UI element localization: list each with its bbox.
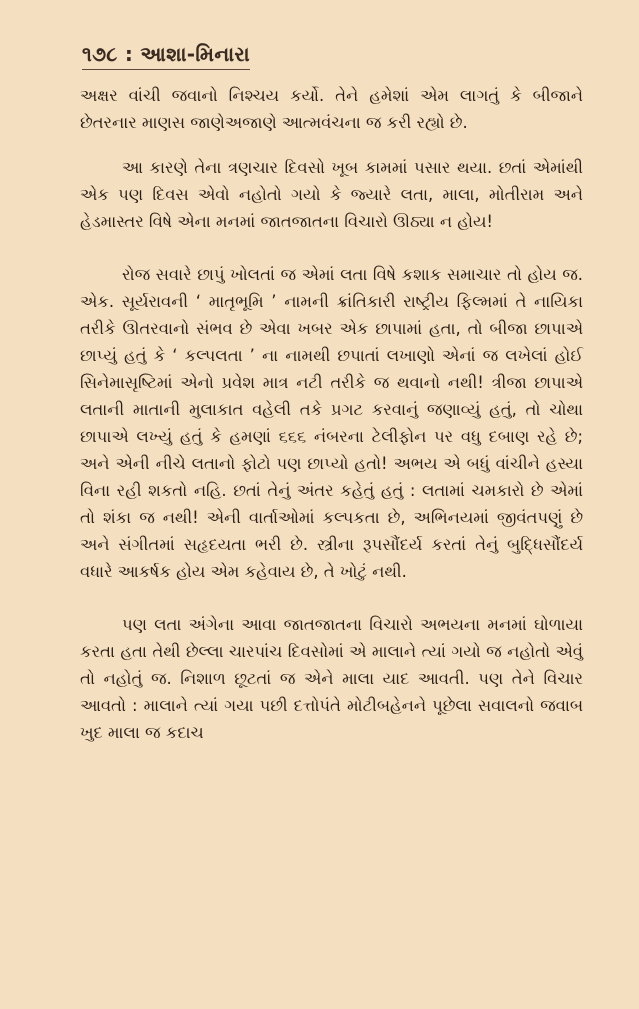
paragraph: રોજ સવારે છાપું ખોલતાં જ એમાં લતા વિષે કશાક સમાચાર તો હોય જ. એક. સૂર્યરાવની ‘ માતૃભૂમિ ’ નામની ક્રાંતિકારી રાષ્ટ્રીય ફિલ્મમાં તે નાયિકા તરીકે ઊતરવાનો સંભવ છે એવા ખબર એક છાપામાં હતા, તો બીજા છાપાએ છાપ્યું હતું કે ‘ કલ્પલતા ’ ના નામથી છપાતાં લખાણો એનાં જ લખેલાં હોઈ સિનેમાસૃષ્ટિમાં એનો પ્રવેશ માત્ર નટી તરીકે જ થવાનો નથી! ત્રીજા છાપાએ લતાની માતાની મુલાકાત વહેલી તકે પ્રગટ કરવાનું જણાવ્યું હતું, તો ચોથા છાપાએ લખ્યું હતું કે હમણાં ૬૬૬ નંબરના ટેલીફોન પર વધુ દબાણ રહે છે; અને એની નીચે લતાનો ફોટો પણ છાપ્યો હતો! અભય એ બધું વાંચીને હસ્યા વિના રહી શકતો નહિ. છતાં તેનું અંતર કહેતું હતું : લતામાં ચમકારો છે એમાં તો શંકા જ નથી! એની વાર્તાઓમાં કલ્પકતા છે, અભિનયમાં જીવંતપણું છે અને સંગીતમાં સહૃદયતા ભરી છે. સ્ત્રીના રૂપસૌંદર્ય કરતાં તેનું બુદ્ધિસૌંદર્ય વધારે આકર્ષક હોય એમ કહેવાય છે, તે ખોટું નથી. xyxy=(80,265,583,581)
paragraph: આ કારણે તેના ત્રણચાર દિવસો ખૂબ કામમાં પસાર થયા. છતાં એમાંથી એક પણ દિવસ એવો નહોતો ગયો કે જ્યારે લતા, માલા, મોતીરામ અને હેડમાસ્તર વિષે એના મનમાં જાતજાતના વિચારો ઊઠ્યા ન હોય! xyxy=(80,158,583,231)
paragraph-continued: અક્ષર વાંચી જવાનો નિશ્ચય કર્યો. તેને હમેશાં એમ લાગતું કે બીજાને છેતરનાર માણસ જાણેઅજાણે આત્મવંચના જ કરી રહ્યો છે. xyxy=(80,86,583,132)
paragraph: પણ લતા અંગેના આવા જાતજાતના વિચારો અભયના મનમાં ઘોળાયા કરતા હતા તેથી છેલ્લા ચારપાંચ દિવસોમાં એ માલાને ત્યાં ગયો જ નહોતો એવું તો નહોતું જ. નિશાળ છૂટતાં જ એને માલા યાદ આવતી. પણ તેને વિચાર આવતો : માલાને ત્યાં ગયા પછી દત્તોપંતે મોટીબહેનને પૂછેલા સવાલનો જવાબ ખુદ માલા જ કદાચ xyxy=(80,615,583,742)
running-head: ૧૭૮ : આશા-મિનારા xyxy=(82,42,250,66)
